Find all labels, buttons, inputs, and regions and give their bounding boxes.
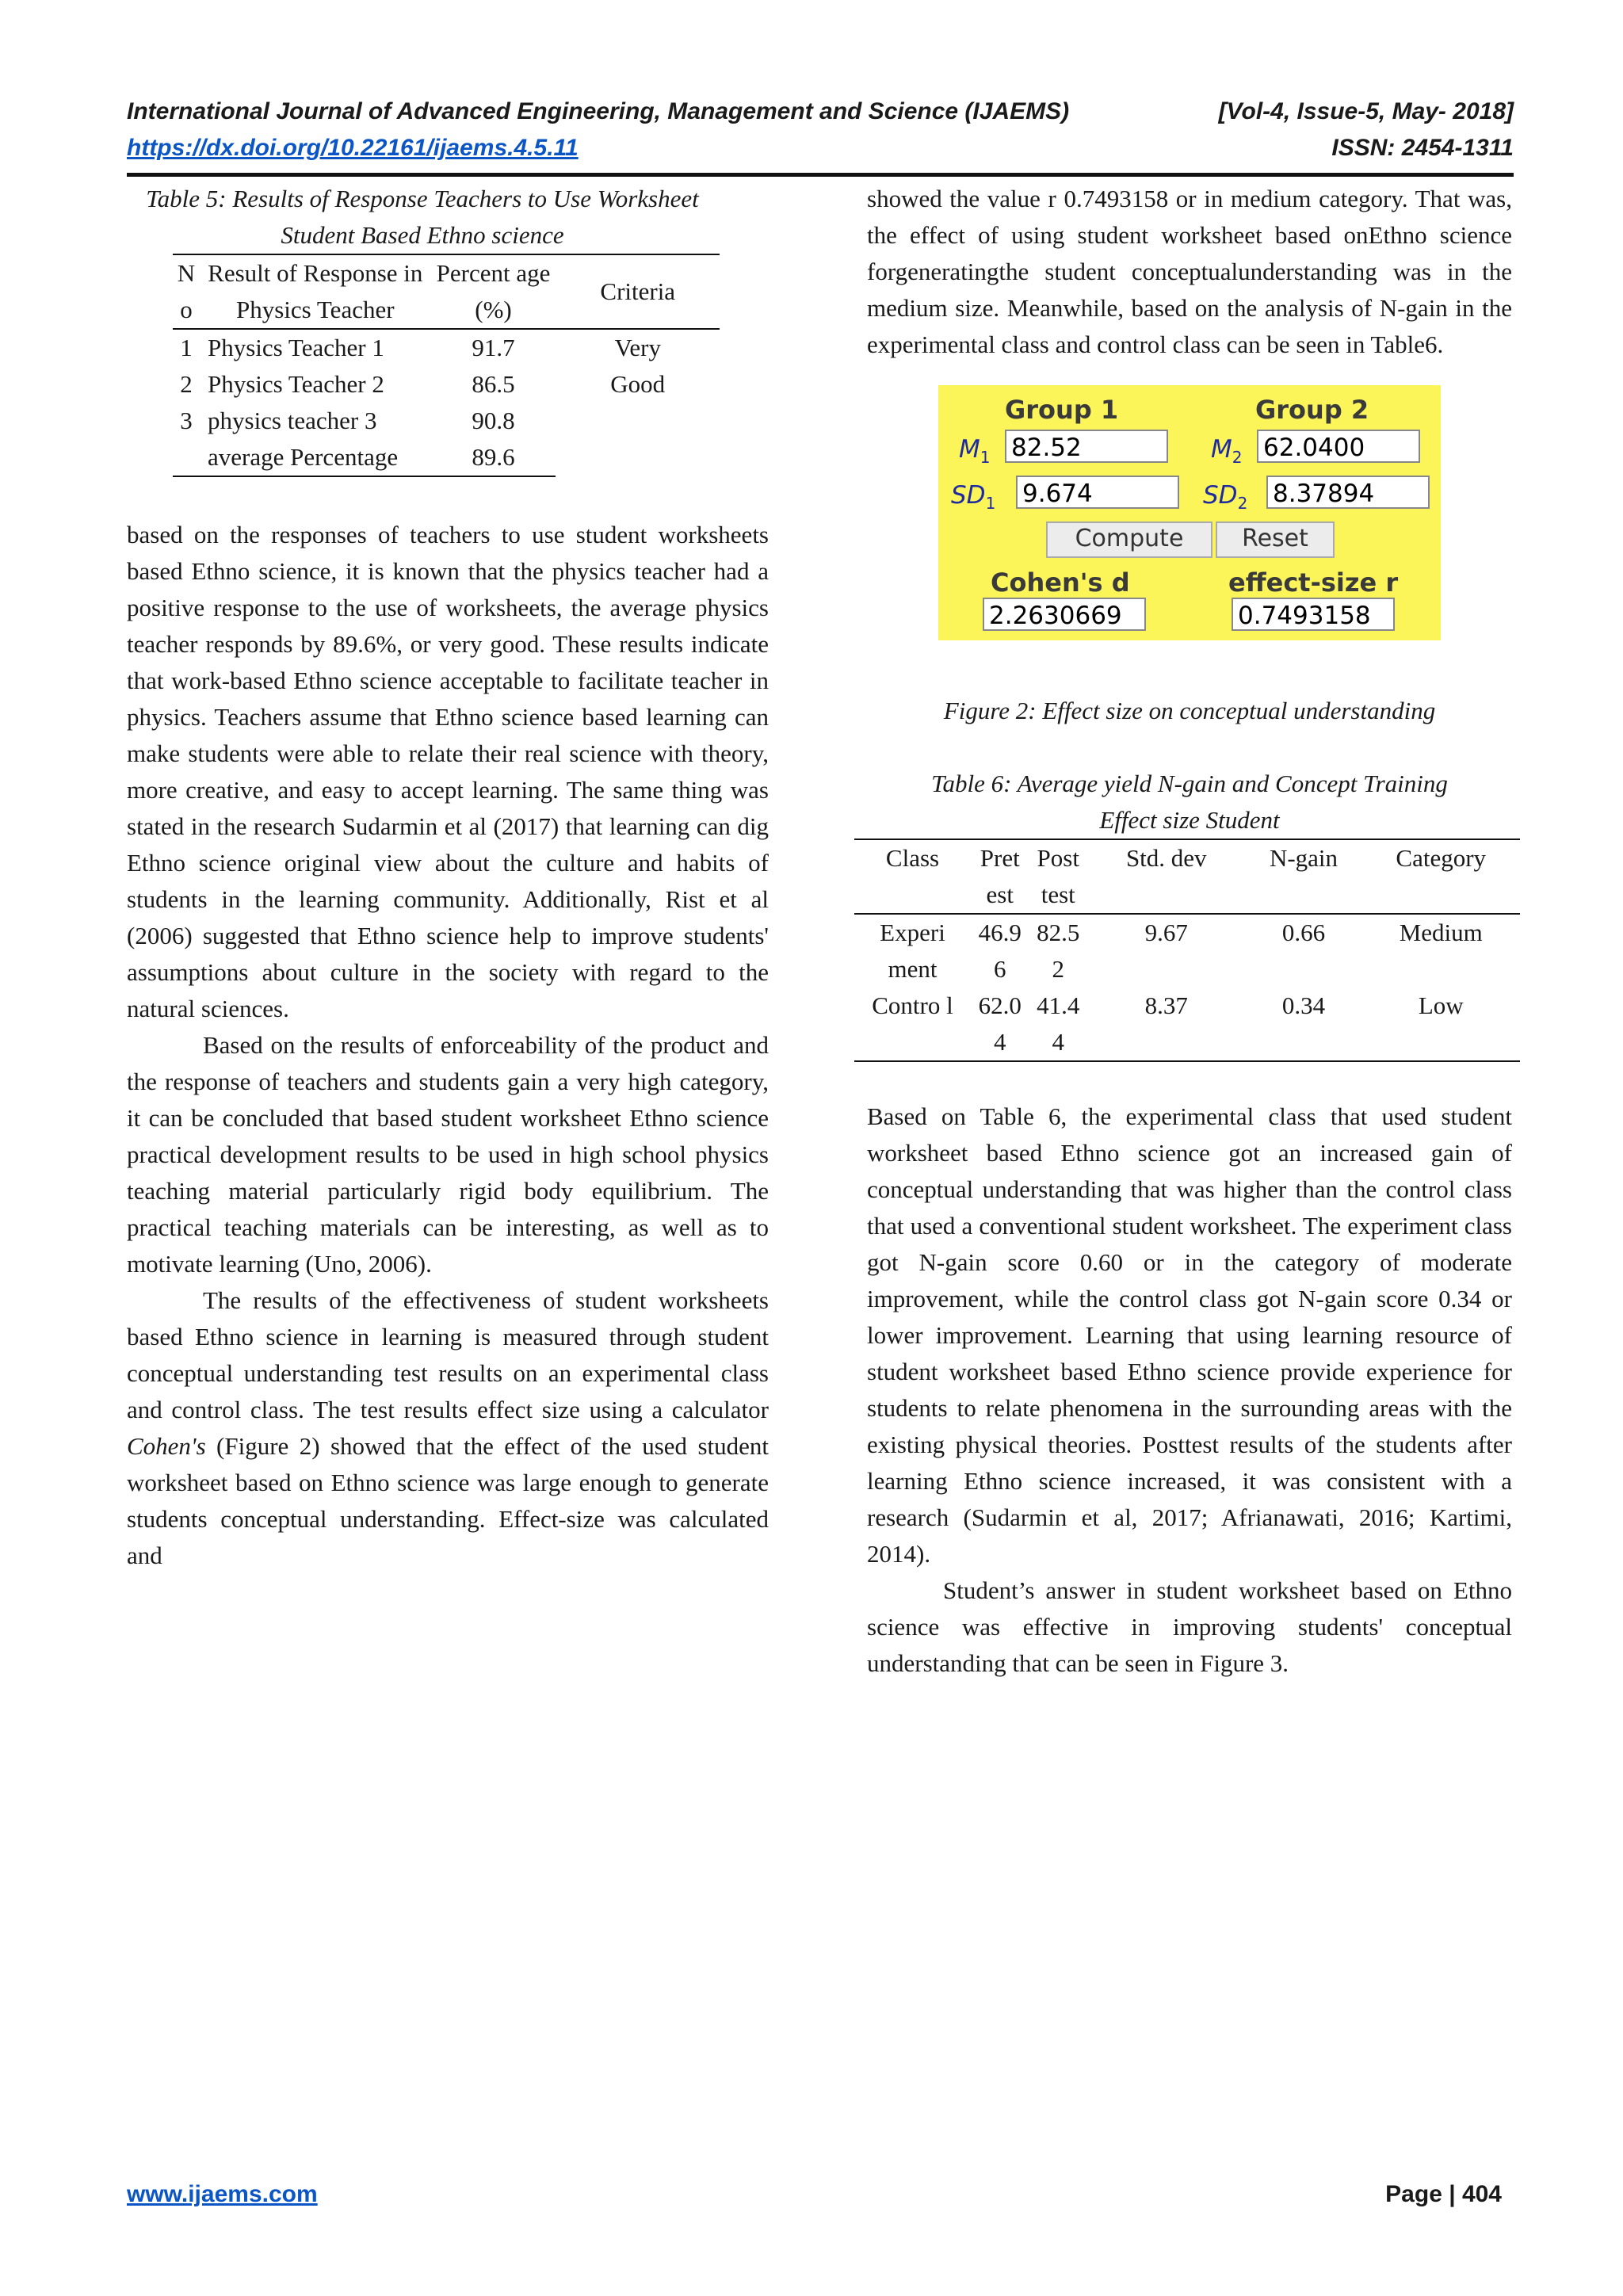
m2-label: $M_2$ <box>1211 435 1243 468</box>
cell-name: physics teacher 3 <box>208 407 377 434</box>
cell-class: Contro l <box>854 988 971 1061</box>
cell-stddev: 9.67 <box>1144 919 1188 946</box>
cell-no <box>173 439 200 476</box>
cell-class: Experi ment <box>880 919 945 983</box>
paragraph: based on the responses of teachers to use student worksheets based Ethno science, it is known that the physics teacher had a positive response to the use of worksheets, the average physics teacher responds by 89.6%, or very good. These results indicate that work-based Ethno science acceptable to facilitate teacher in physics. Teachers assume that Ethno science based learning can make students were able to relate their real science with theory, more creative, and easy to accept learning. The same thing was stated in the research Sudarmin et al (2017) that learning can dig Ethno science original view about the culture and habits of students in the learning community. Additionally, Rist et al (2006) suggested that Ethno science help to improve students' assumptions about culture in the society with regard to the natural sciences. <box>127 521 769 1022</box>
m1-input[interactable]: 82.52 <box>1005 430 1168 463</box>
col-header-result: Result of Response in Physics Teacher <box>208 259 423 323</box>
journal-title: International Journal of Advanced Engineering, Management and Science (IJAEMS) <box>127 98 1070 124</box>
col-header-posttest: Post test <box>1037 844 1079 908</box>
cell-percent: 86.5 <box>472 370 515 398</box>
cell-pretest: 62.0 4 <box>971 988 1029 1061</box>
table-row <box>173 439 720 476</box>
effect-size-label: effect-size r <box>1228 567 1399 598</box>
cohens-d-output[interactable]: 2.2630669 <box>983 598 1146 631</box>
paragraph: The results of the effectiveness of student worksheets based Ethno science in learning is measured through student conceptual understanding test results on an experimental class and control class. The test results effect size using a calculator Cohen's (Figure 2) showed that the effect of the used student worksheet based on Ethno science was large enough to generate students conceptual understanding. Effect-size was calculated and <box>127 1286 769 1569</box>
doi-link[interactable]: https://dx.doi.org/10.22161/ijaems.4.5.11 <box>127 135 579 161</box>
cell-category: Low <box>1362 988 1521 1061</box>
page-number: Page | 404 <box>1385 2181 1502 2207</box>
cell-name: Physics Teacher 1 <box>208 334 384 361</box>
table-header-row <box>854 839 1520 914</box>
col-header-criteria: Criteria <box>600 277 676 305</box>
effect-size-output[interactable]: 0.7493158 <box>1232 598 1395 631</box>
sd1-input[interactable]: 9.674 <box>1016 476 1179 509</box>
cell-category: Medium <box>1399 919 1483 946</box>
cell-percent: 91.7 <box>472 334 515 361</box>
cell-stddev: 8.37 <box>1087 988 1246 1061</box>
table-row <box>173 329 720 366</box>
col-header-pretest: Pret est <box>980 844 1020 908</box>
table-header-row <box>173 254 720 329</box>
m1-label: $M_1$ <box>959 435 991 468</box>
cell-criteria: Very Good <box>610 334 666 398</box>
table-row <box>854 988 1520 1061</box>
header-rule <box>127 173 1514 177</box>
group1-heading: Group 1 <box>1005 395 1119 425</box>
paragraph: Student’s answer in student worksheet based on Ethno science was effective in improving students' conceptual understanding that can be seen in Figure 3. <box>867 1576 1512 1677</box>
cell-name: average Percentage <box>200 439 431 476</box>
m2-input[interactable]: 62.0400 <box>1257 430 1420 463</box>
col-header-category: Category <box>1396 844 1487 872</box>
table6-caption: Table 6: Average yield N-gain and Concept Training Effect size Student <box>931 770 1448 834</box>
sd2-label: $SD_2$ <box>1203 481 1248 514</box>
reset-button[interactable]: Reset <box>1216 521 1335 558</box>
cell-posttest: 41.4 4 <box>1029 988 1088 1061</box>
issn: ISSN: 2454-1311 <box>1331 135 1514 161</box>
col-header-ngain: N-gain <box>1269 844 1338 872</box>
cell-no: 3 <box>180 407 193 434</box>
table5-caption: Table 5: Results of Response Teachers to Use Worksheet Student Based Ethno science <box>146 185 699 249</box>
col-header-no: N o <box>177 259 196 323</box>
cell-name: Physics Teacher 2 <box>208 370 384 398</box>
left-column <box>127 181 769 1574</box>
cell-no: 2 <box>180 370 193 398</box>
table6 <box>854 839 1520 1062</box>
volume-info: [Vol-4, Issue-5, May- 2018] <box>1218 98 1514 124</box>
cell-percent: 90.8 <box>472 407 515 434</box>
figure2-caption: Figure 2: Effect size on conceptual understanding <box>943 697 1436 724</box>
group2-heading: Group 2 <box>1255 395 1369 425</box>
website-link[interactable]: www.ijaems.com <box>127 2181 318 2207</box>
sd1-label: $SD_1$ <box>951 481 996 514</box>
cell-pretest: 46.9 6 <box>978 919 1022 983</box>
sd2-input[interactable]: 8.37894 <box>1266 476 1430 509</box>
cell-ngain: 0.66 <box>1281 919 1326 946</box>
col-header-class: Class <box>885 844 940 872</box>
cell-posttest: 82.5 2 <box>1037 919 1080 983</box>
table5 <box>173 254 720 477</box>
effect-size-calculator-figure <box>938 385 1441 640</box>
col-header-stddev: Std. dev <box>1125 844 1207 872</box>
table-row <box>854 914 1520 988</box>
right-column <box>867 181 1512 1682</box>
paragraph: showed the value r 0.7493158 or in medium category. That was, the effect of using student worksheet based onEthno science forgeneratingthe student conceptualunderstanding was in the medium size. Meanwhile, based on the analysis of N-gain in the experimental class and control class can be seen in Table6. <box>867 185 1512 358</box>
paragraph: Based on Table 6, the experimental class that used student worksheet based Ethno science got an increased gain of conceptual understanding that was higher than the control class that used a conventional student worksheet. The experiment class got N-gain score 0.60 or in the category of moderate improvement, while the control class got N-gain score 0.34 or lower improvement. Learning that using learning resource of student worksheet based Ethno science provide experience for students to relate phenomena in the surrounding areas with the existing physical theories. Posttest results of the students after learning Ethno science increased, it was consistent with a research (Sudarmin et al, 2017; Afrianawati, 2016; Kartimi, 2014). <box>867 1102 1512 1568</box>
running-header <box>127 94 1514 166</box>
compute-button[interactable]: Compute <box>1046 521 1212 558</box>
col-header-percent: Percent age (%) <box>436 259 551 323</box>
cell-no: 1 <box>180 334 193 361</box>
table-row <box>173 403 720 439</box>
cell-percent: 89.6 <box>431 439 556 476</box>
cell-ngain: 0.34 <box>1246 988 1362 1061</box>
cohens-d-label: Cohen's d <box>991 567 1130 598</box>
paragraph: Based on the results of enforceability of the product and the response of teachers and students gain a very high category, it can be concluded that based student worksheet Ethno science practical development results to be used in high school physics teaching material particularly rigid body equilibrium. The practical teaching materials can be interesting, as well as to motivate learning (Uno, 2006). <box>127 1031 769 1278</box>
page-footer <box>127 2181 1502 2208</box>
